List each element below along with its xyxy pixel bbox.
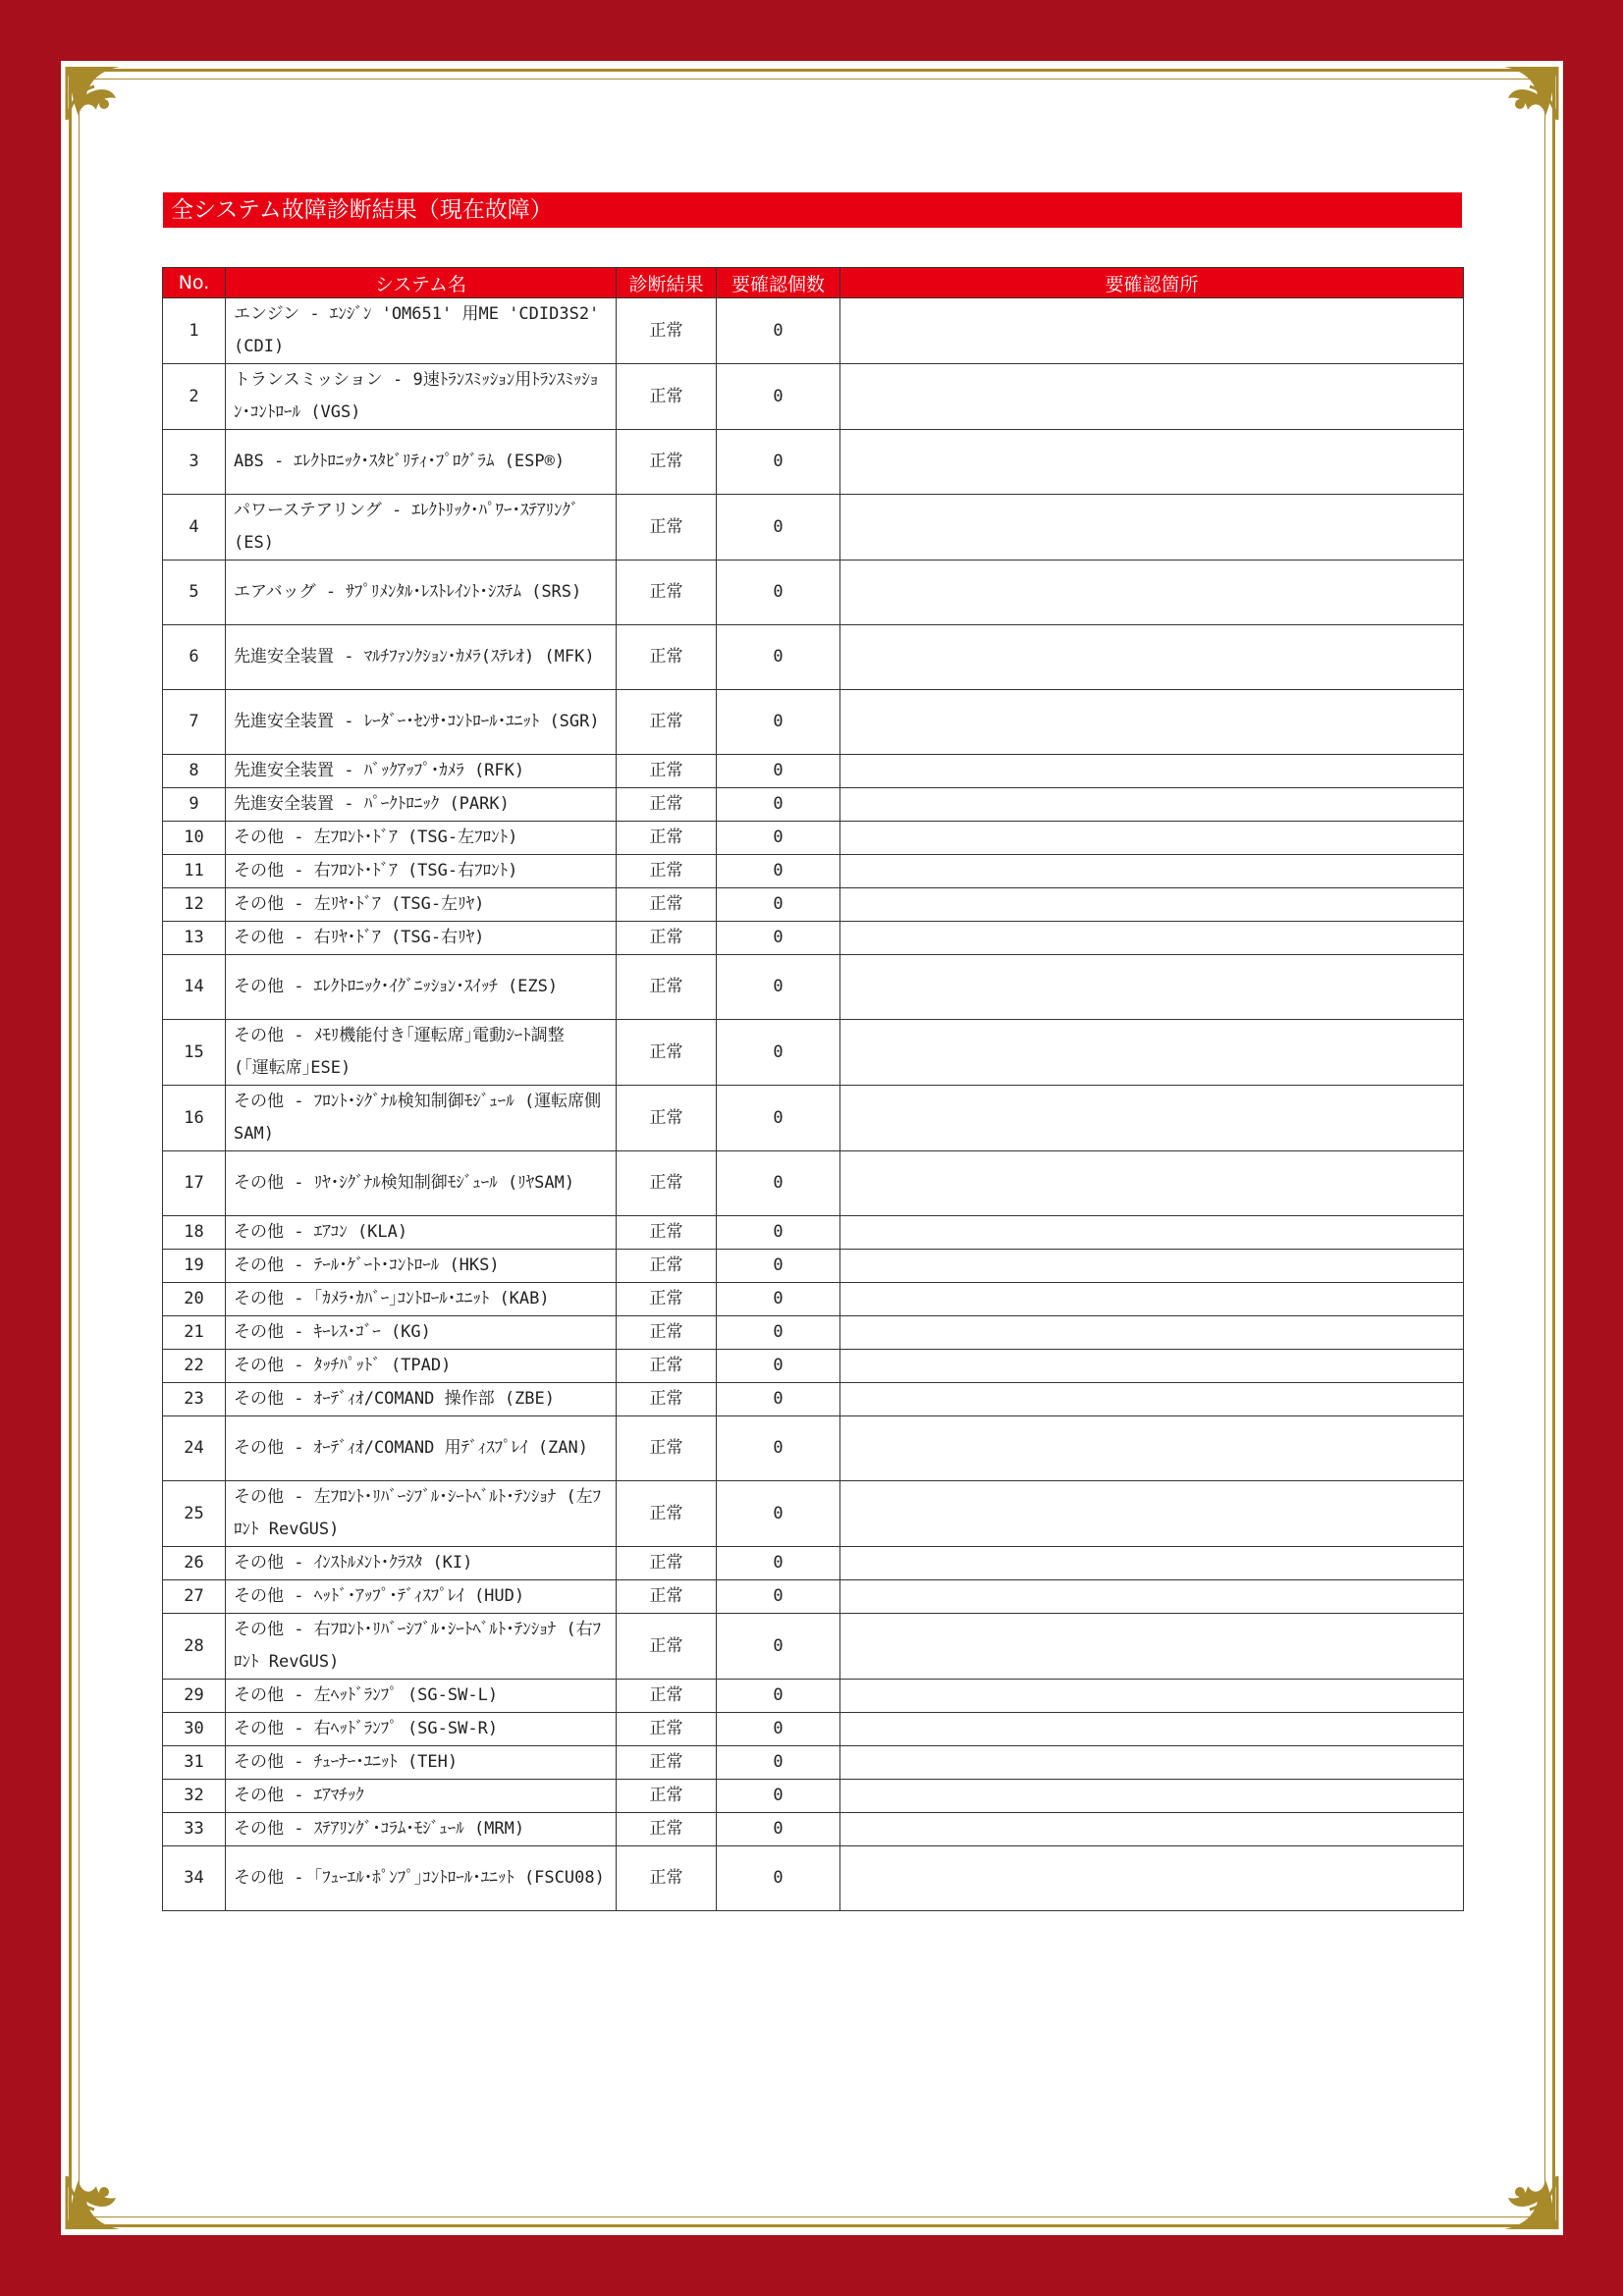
row-location xyxy=(840,1580,1464,1614)
table-row xyxy=(163,625,1464,690)
row-location xyxy=(840,430,1464,495)
row-count: 0 xyxy=(717,1780,840,1813)
row-system-name: その他 - ｴﾚｸﾄﾛﾆｯｸ･ｲｸﾞﾆｯｼｮﾝ･ｽｲｯﾁ (EZS) xyxy=(226,955,617,1020)
row-number: 27 xyxy=(163,1580,226,1614)
row-result: 正常 xyxy=(617,1416,717,1481)
table-row xyxy=(163,690,1464,755)
row-location xyxy=(840,922,1464,955)
row-count: 0 xyxy=(717,788,840,822)
row-location xyxy=(840,1250,1464,1283)
column-header-count: 要確認個数 xyxy=(717,268,840,298)
row-system-name: エアバッグ - ｻﾌﾟﾘﾒﾝﾀﾙ･ﾚｽﾄﾚｲﾝﾄ･ｼｽﾃﾑ (SRS) xyxy=(226,561,617,625)
row-location xyxy=(840,1283,1464,1316)
row-count: 0 xyxy=(717,1580,840,1614)
ornament-corner-icon xyxy=(1465,2137,1563,2235)
row-result: 正常 xyxy=(617,1846,717,1911)
row-location xyxy=(840,788,1464,822)
row-location xyxy=(840,298,1464,364)
row-number: 22 xyxy=(163,1350,226,1383)
row-count: 0 xyxy=(717,1481,840,1547)
row-result: 正常 xyxy=(617,955,717,1020)
row-result: 正常 xyxy=(617,922,717,955)
row-count: 0 xyxy=(717,855,840,888)
table-row xyxy=(163,364,1464,430)
row-result: 正常 xyxy=(617,1250,717,1283)
row-count: 0 xyxy=(717,625,840,690)
row-location xyxy=(840,625,1464,690)
row-location xyxy=(840,1416,1464,1481)
table-row xyxy=(163,1020,1464,1086)
row-system-name: その他 - 右ﾘﾔ･ﾄﾞｱ (TSG-右ﾘﾔ) xyxy=(226,922,617,955)
table-row xyxy=(163,822,1464,855)
table-row xyxy=(163,1813,1464,1846)
row-result: 正常 xyxy=(617,1746,717,1780)
row-location xyxy=(840,1680,1464,1713)
row-number: 6 xyxy=(163,625,226,690)
row-count: 0 xyxy=(717,1250,840,1283)
table-row xyxy=(163,788,1464,822)
row-number: 33 xyxy=(163,1813,226,1846)
report-page xyxy=(61,61,1563,2235)
row-result: 正常 xyxy=(617,1547,717,1580)
table-row xyxy=(163,1086,1464,1151)
table-row xyxy=(163,1383,1464,1416)
row-number: 18 xyxy=(163,1216,226,1250)
row-location xyxy=(840,955,1464,1020)
table-row xyxy=(163,1614,1464,1680)
row-result: 正常 xyxy=(617,888,717,922)
row-result: 正常 xyxy=(617,430,717,495)
row-count: 0 xyxy=(717,1846,840,1911)
row-result: 正常 xyxy=(617,1383,717,1416)
table-body xyxy=(163,298,1464,1911)
row-location xyxy=(840,888,1464,922)
row-system-name: その他 - ﾃｰﾙ･ｹﾞｰﾄ･ｺﾝﾄﾛｰﾙ (HKS) xyxy=(226,1250,617,1283)
row-result: 正常 xyxy=(617,1151,717,1216)
row-system-name: その他 - ﾘﾔ･ｼｸﾞﾅﾙ検知制御ﾓｼﾞｭｰﾙ (ﾘﾔSAM) xyxy=(226,1151,617,1216)
table-row xyxy=(163,1283,1464,1316)
row-system-name: 先進安全装置 - ﾚｰﾀﾞｰ･ｾﾝｻ･ｺﾝﾄﾛｰﾙ･ﾕﾆｯﾄ (SGR) xyxy=(226,690,617,755)
table-row xyxy=(163,888,1464,922)
row-location xyxy=(840,1086,1464,1151)
row-result: 正常 xyxy=(617,561,717,625)
row-number: 31 xyxy=(163,1746,226,1780)
row-count: 0 xyxy=(717,822,840,855)
table-row xyxy=(163,1580,1464,1614)
row-count: 0 xyxy=(717,955,840,1020)
row-result: 正常 xyxy=(617,1216,717,1250)
row-count: 0 xyxy=(717,1713,840,1746)
row-location xyxy=(840,755,1464,788)
row-count: 0 xyxy=(717,1680,840,1713)
table-header-row xyxy=(163,268,1464,298)
row-result: 正常 xyxy=(617,1086,717,1151)
row-system-name: その他 - ｴｱﾏﾁｯｸ xyxy=(226,1780,617,1813)
row-system-name: トランスミッション - 9速ﾄﾗﾝｽﾐｯｼｮﾝ用ﾄﾗﾝｽﾐｯｼｮﾝ･ｺﾝﾄﾛｰﾙ (VGS) xyxy=(226,364,617,430)
row-system-name: パワーステアリング - ｴﾚｸﾄﾘｯｸ･ﾊﾟﾜｰ･ｽﾃｱﾘﾝｸﾞ (ES) xyxy=(226,495,617,561)
row-location xyxy=(840,822,1464,855)
row-number: 9 xyxy=(163,788,226,822)
row-location xyxy=(840,1813,1464,1846)
row-number: 17 xyxy=(163,1151,226,1216)
column-header-no: No. xyxy=(163,268,226,298)
row-number: 7 xyxy=(163,690,226,755)
table-row xyxy=(163,1713,1464,1746)
row-system-name: ABS - ｴﾚｸﾄﾛﾆｯｸ･ｽﾀﾋﾞﾘﾃｨ･ﾌﾟﾛｸﾞﾗﾑ (ESP®) xyxy=(226,430,617,495)
row-result: 正常 xyxy=(617,1481,717,1547)
table-row xyxy=(163,1680,1464,1713)
table-row xyxy=(163,922,1464,955)
table-row xyxy=(163,1746,1464,1780)
row-count: 0 xyxy=(717,1316,840,1350)
row-system-name: その他 - ｢ﾌｭｰｴﾙ･ﾎﾟﾝﾌﾟ｣ｺﾝﾄﾛｰﾙ･ﾕﾆｯﾄ (FSCU08) xyxy=(226,1846,617,1911)
row-result: 正常 xyxy=(617,1580,717,1614)
column-header-system: システム名 xyxy=(226,268,617,298)
ornament-corner-icon xyxy=(61,2137,159,2235)
row-system-name: その他 - ｲﾝｽﾄﾙﾒﾝﾄ･ｸﾗｽﾀ (KI) xyxy=(226,1547,617,1580)
diagnosis-table xyxy=(162,267,1464,1911)
row-system-name: その他 - ｵｰﾃﾞｨｵ/COMAND 用ﾃﾞｨｽﾌﾟﾚｲ (ZAN) xyxy=(226,1416,617,1481)
row-result: 正常 xyxy=(617,1283,717,1316)
row-number: 32 xyxy=(163,1780,226,1813)
table-row xyxy=(163,1250,1464,1283)
row-number: 25 xyxy=(163,1481,226,1547)
row-number: 30 xyxy=(163,1713,226,1746)
row-location xyxy=(840,690,1464,755)
table-row xyxy=(163,495,1464,561)
row-number: 26 xyxy=(163,1547,226,1580)
row-system-name: その他 - ﾌﾛﾝﾄ･ｼｸﾞﾅﾙ検知制御ﾓｼﾞｭｰﾙ (運転席側SAM) xyxy=(226,1086,617,1151)
row-number: 15 xyxy=(163,1020,226,1086)
column-header-result: 診断結果 xyxy=(617,268,717,298)
table-row xyxy=(163,1547,1464,1580)
row-count: 0 xyxy=(717,1614,840,1680)
row-number: 23 xyxy=(163,1383,226,1416)
row-system-name: その他 - 右ﾍｯﾄﾞﾗﾝﾌﾟ (SG-SW-R) xyxy=(226,1713,617,1746)
table-row xyxy=(163,561,1464,625)
table-row xyxy=(163,1416,1464,1481)
row-count: 0 xyxy=(717,1020,840,1086)
row-location xyxy=(840,1350,1464,1383)
row-result: 正常 xyxy=(617,1780,717,1813)
row-result: 正常 xyxy=(617,755,717,788)
row-system-name: その他 - 左ﾌﾛﾝﾄ･ﾄﾞｱ (TSG-左ﾌﾛﾝﾄ) xyxy=(226,822,617,855)
row-location xyxy=(840,1383,1464,1416)
table-row xyxy=(163,955,1464,1020)
row-count: 0 xyxy=(717,1547,840,1580)
row-count: 0 xyxy=(717,1746,840,1780)
row-system-name: その他 - ｷｰﾚｽ･ｺﾞｰ (KG) xyxy=(226,1316,617,1350)
column-header-location: 要確認箇所 xyxy=(840,268,1464,298)
row-system-name: その他 - ﾁｭｰﾅｰ･ﾕﾆｯﾄ (TEH) xyxy=(226,1746,617,1780)
row-location xyxy=(840,1746,1464,1780)
row-result: 正常 xyxy=(617,855,717,888)
row-result: 正常 xyxy=(617,788,717,822)
row-number: 2 xyxy=(163,364,226,430)
row-number: 3 xyxy=(163,430,226,495)
row-number: 1 xyxy=(163,298,226,364)
row-location xyxy=(840,1547,1464,1580)
row-result: 正常 xyxy=(617,822,717,855)
row-system-name: その他 - ﾍｯﾄﾞ･ｱｯﾌﾟ･ﾃﾞｨｽﾌﾟﾚｲ (HUD) xyxy=(226,1580,617,1614)
row-location xyxy=(840,1020,1464,1086)
row-count: 0 xyxy=(717,1283,840,1316)
row-location xyxy=(840,1216,1464,1250)
row-system-name: その他 - ｢ｶﾒﾗ･ｶﾊﾞｰ｣ｺﾝﾄﾛｰﾙ･ﾕﾆｯﾄ (KAB) xyxy=(226,1283,617,1316)
table-row xyxy=(163,1316,1464,1350)
row-location xyxy=(840,1316,1464,1350)
row-count: 0 xyxy=(717,922,840,955)
row-result: 正常 xyxy=(617,495,717,561)
row-count: 0 xyxy=(717,430,840,495)
row-system-name: その他 - ﾀｯﾁﾊﾟｯﾄﾞ (TPAD) xyxy=(226,1350,617,1383)
row-result: 正常 xyxy=(617,1316,717,1350)
row-result: 正常 xyxy=(617,690,717,755)
report-title: 全システム故障診断結果（現在故障） xyxy=(163,192,1462,228)
table-row xyxy=(163,1780,1464,1813)
row-location xyxy=(840,855,1464,888)
row-number: 24 xyxy=(163,1416,226,1481)
row-system-name: その他 - ｴｱｺﾝ (KLA) xyxy=(226,1216,617,1250)
table-row xyxy=(163,430,1464,495)
row-count: 0 xyxy=(717,495,840,561)
row-result: 正常 xyxy=(617,1680,717,1713)
table-row xyxy=(163,755,1464,788)
row-result: 正常 xyxy=(617,364,717,430)
row-location xyxy=(840,561,1464,625)
row-location xyxy=(840,1151,1464,1216)
table-row xyxy=(163,1350,1464,1383)
row-number: 19 xyxy=(163,1250,226,1283)
row-location xyxy=(840,1713,1464,1746)
row-location xyxy=(840,1481,1464,1547)
row-result: 正常 xyxy=(617,1813,717,1846)
row-number: 14 xyxy=(163,955,226,1020)
row-number: 21 xyxy=(163,1316,226,1350)
row-system-name: その他 - 左ﾌﾛﾝﾄ･ﾘﾊﾞｰｼﾌﾞﾙ･ｼｰﾄﾍﾞﾙﾄ･ﾃﾝｼｮﾅ (左ﾌﾛﾝﾄ RevGUS) xyxy=(226,1481,617,1547)
table-row xyxy=(163,1216,1464,1250)
row-number: 20 xyxy=(163,1283,226,1316)
row-system-name: 先進安全装置 - ﾊﾟｰｸﾄﾛﾆｯｸ (PARK) xyxy=(226,788,617,822)
row-count: 0 xyxy=(717,1813,840,1846)
row-count: 0 xyxy=(717,1151,840,1216)
row-system-name: その他 - ｽﾃｱﾘﾝｸﾞ･ｺﾗﾑ･ﾓｼﾞｭｰﾙ (MRM) xyxy=(226,1813,617,1846)
row-system-name: 先進安全装置 - ﾏﾙﾁﾌｧﾝｸｼｮﾝ･ｶﾒﾗ(ｽﾃﾚｵ) (MFK) xyxy=(226,625,617,690)
row-location xyxy=(840,1846,1464,1911)
row-number: 13 xyxy=(163,922,226,955)
table-row xyxy=(163,855,1464,888)
row-number: 28 xyxy=(163,1614,226,1680)
table-row xyxy=(163,1481,1464,1547)
row-number: 10 xyxy=(163,822,226,855)
row-count: 0 xyxy=(717,561,840,625)
row-number: 16 xyxy=(163,1086,226,1151)
row-result: 正常 xyxy=(617,1020,717,1086)
row-result: 正常 xyxy=(617,1713,717,1746)
row-number: 12 xyxy=(163,888,226,922)
row-number: 11 xyxy=(163,855,226,888)
ornament-corner-icon xyxy=(1465,61,1563,159)
row-result: 正常 xyxy=(617,625,717,690)
row-system-name: その他 - 左ﾘﾔ･ﾄﾞｱ (TSG-左ﾘﾔ) xyxy=(226,888,617,922)
table-row xyxy=(163,1846,1464,1911)
row-count: 0 xyxy=(717,1086,840,1151)
row-system-name: その他 - ﾒﾓﾘ機能付き｢運転席｣電動ｼｰﾄ調整 (｢運転席｣ESE) xyxy=(226,1020,617,1086)
row-count: 0 xyxy=(717,364,840,430)
row-number: 8 xyxy=(163,755,226,788)
row-count: 0 xyxy=(717,1416,840,1481)
table-row xyxy=(163,298,1464,364)
row-number: 34 xyxy=(163,1846,226,1911)
row-number: 5 xyxy=(163,561,226,625)
row-system-name: その他 - 左ﾍｯﾄﾞﾗﾝﾌﾟ (SG-SW-L) xyxy=(226,1680,617,1713)
row-system-name: 先進安全装置 - ﾊﾞｯｸｱｯﾌﾟ･ｶﾒﾗ (RFK) xyxy=(226,755,617,788)
row-count: 0 xyxy=(717,1216,840,1250)
row-system-name: エンジン - ｴﾝｼﾞﾝ 'OM651' 用ME 'CDID3S2' (CDI) xyxy=(226,298,617,364)
row-count: 0 xyxy=(717,690,840,755)
row-count: 0 xyxy=(717,755,840,788)
row-result: 正常 xyxy=(617,1350,717,1383)
row-location xyxy=(840,1780,1464,1813)
row-number: 29 xyxy=(163,1680,226,1713)
row-result: 正常 xyxy=(617,1614,717,1680)
row-number: 4 xyxy=(163,495,226,561)
row-location xyxy=(840,364,1464,430)
row-location xyxy=(840,1614,1464,1680)
row-system-name: その他 - ｵｰﾃﾞｨｵ/COMAND 操作部 (ZBE) xyxy=(226,1383,617,1416)
row-system-name: その他 - 右ﾌﾛﾝﾄ･ﾘﾊﾞｰｼﾌﾞﾙ･ｼｰﾄﾍﾞﾙﾄ･ﾃﾝｼｮﾅ (右ﾌﾛﾝﾄ RevGUS) xyxy=(226,1614,617,1680)
row-system-name: その他 - 右ﾌﾛﾝﾄ･ﾄﾞｱ (TSG-右ﾌﾛﾝﾄ) xyxy=(226,855,617,888)
row-count: 0 xyxy=(717,1350,840,1383)
ornament-corner-icon xyxy=(61,61,159,159)
row-count: 0 xyxy=(717,888,840,922)
row-result: 正常 xyxy=(617,298,717,364)
table-row xyxy=(163,1151,1464,1216)
row-count: 0 xyxy=(717,1383,840,1416)
row-count: 0 xyxy=(717,298,840,364)
row-location xyxy=(840,495,1464,561)
